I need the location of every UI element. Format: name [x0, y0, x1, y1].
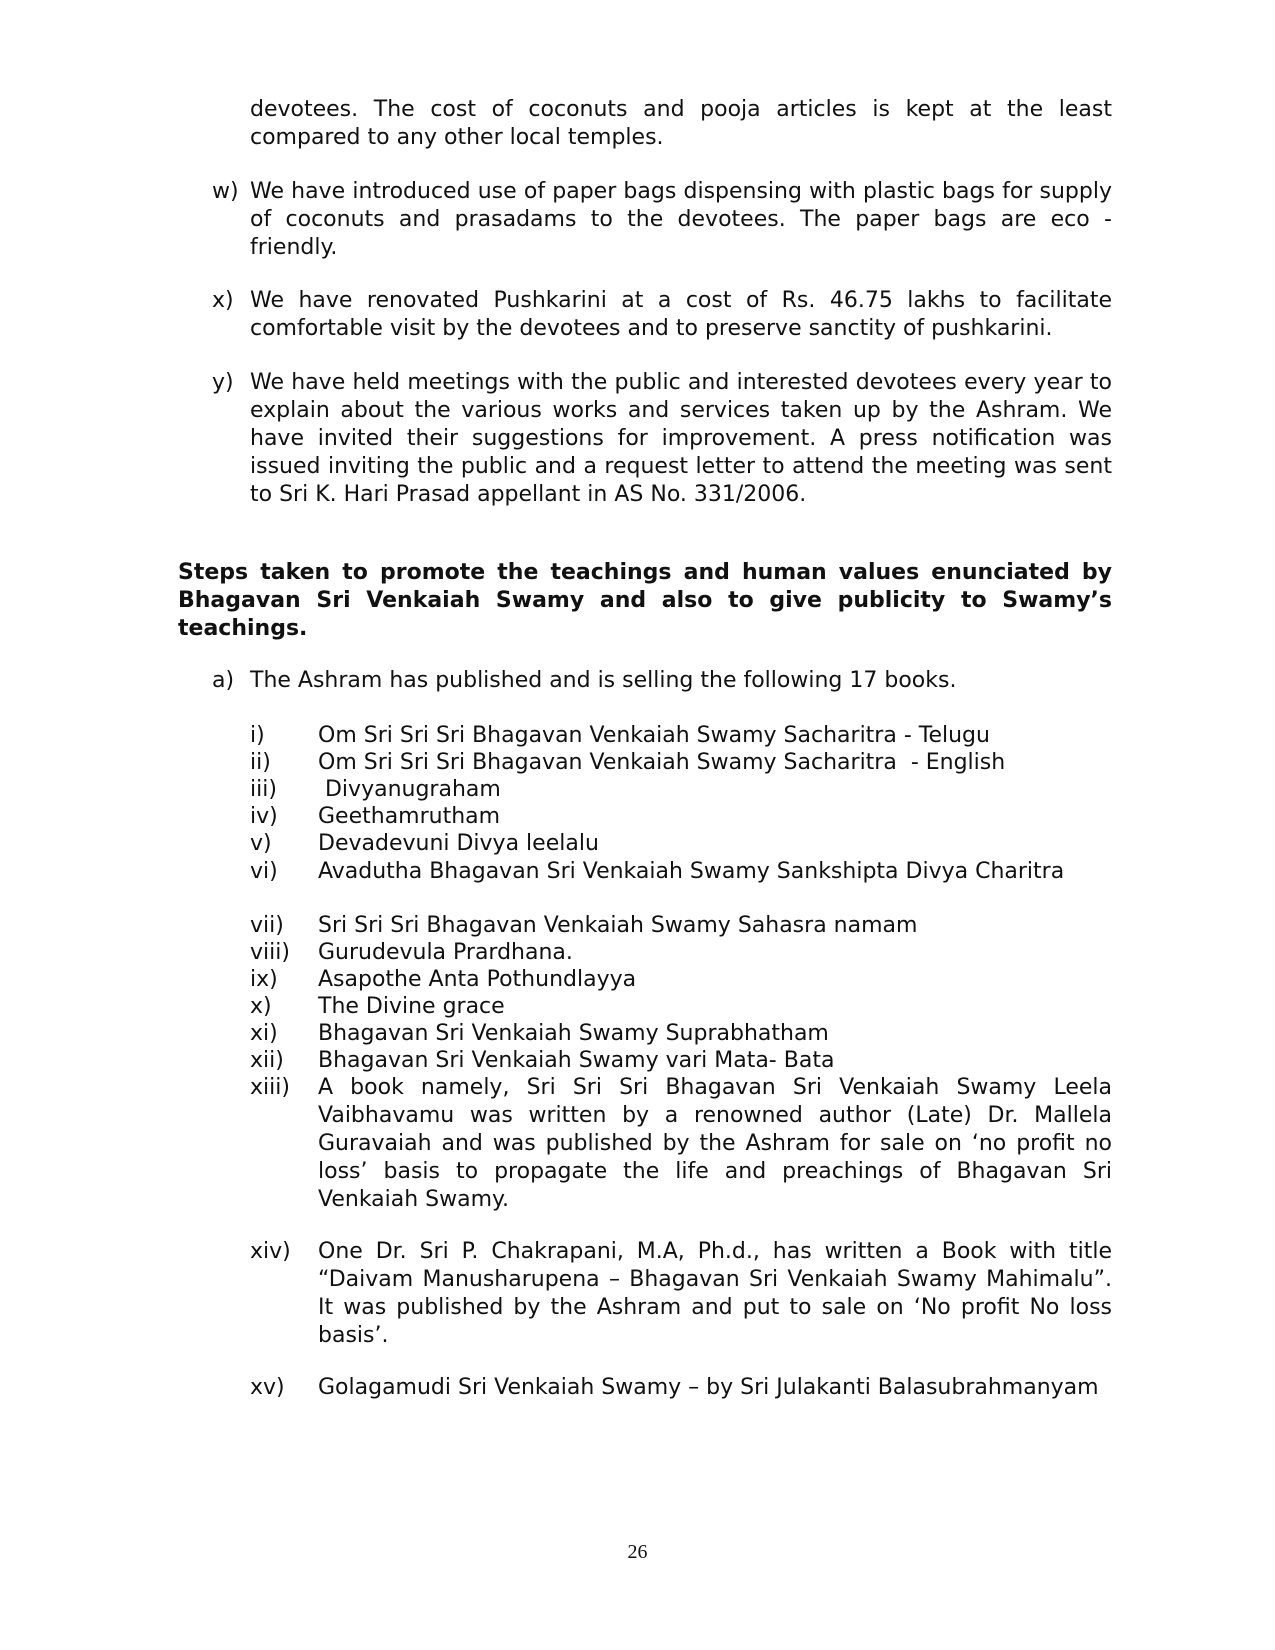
item-marker: a): [212, 668, 235, 693]
book-title: One Dr. Sri P. Chakrapani, M.A, Ph.d., has written a Book with title “Daivam Manusharupena – Bhagavan Sri Venkaiah Swamy Mahimalu”. It was published by the Ashram and put to sale on ‘No profit No loss basis’.: [318, 1239, 1112, 1348]
list-item-a: [212, 667, 1112, 695]
book-number: ii): [250, 750, 271, 775]
list-item-x: [212, 287, 1112, 343]
book-title: Gurudevula Prardhana.: [318, 940, 573, 965]
book-number: xiv): [250, 1239, 291, 1264]
book-number: xiii): [250, 1075, 290, 1100]
book-item-vi: [250, 858, 1112, 886]
book-item-iv: [250, 803, 1112, 831]
book-title: Sri Sri Sri Bhagavan Venkaiah Swamy Sahasra namam: [318, 913, 918, 938]
item-text: We have renovated Pushkarini at a cost of Rs. 46.75 lakhs to facilitate comfortable visit by the devotees and to preserve sanctity of pushkarini.: [250, 288, 1112, 341]
continuation-paragraph: devotees. The cost of coconuts and pooja articles is kept at the least compared to any other local temples.: [250, 97, 1112, 150]
item-marker: y): [212, 370, 234, 395]
item-text: We have introduced use of paper bags dispensing with plastic bags for supply of coconuts and prasadams to the devotees. The paper bags are eco - friendly.: [250, 179, 1112, 260]
book-item-xi: [250, 1020, 1112, 1048]
book-item-viii: [250, 939, 1112, 967]
book-item-xv: [250, 1374, 1112, 1402]
book-number: x): [250, 994, 272, 1019]
list-item-w: [212, 178, 1112, 262]
book-number: v): [250, 831, 272, 856]
book-number: xi): [250, 1021, 278, 1046]
book-title: Devadevuni Divya leelalu: [318, 831, 599, 856]
book-number: vii): [250, 913, 284, 938]
book-number: iii): [250, 777, 277, 802]
book-title: Divyanugraham: [318, 777, 501, 802]
book-number: iv): [250, 804, 278, 829]
book-title: Avadutha Bhagavan Sri Venkaiah Swamy Sankshipta Divya Charitra: [318, 859, 1065, 884]
book-item-v: [250, 830, 1112, 858]
book-item-x: [250, 993, 1112, 1021]
list-item-y: [212, 369, 1112, 509]
item-marker: x): [212, 288, 234, 313]
item-marker: w): [212, 179, 239, 204]
book-number: i): [250, 723, 265, 748]
book-number: vi): [250, 859, 278, 884]
book-item-xiii: [250, 1074, 1112, 1214]
book-item-ix: [250, 966, 1112, 994]
book-item-iii: [250, 776, 1112, 804]
book-number: xii): [250, 1048, 284, 1073]
book-title: Asapothe Anta Pothundlayya: [318, 967, 637, 992]
book-item-i: [250, 722, 1112, 750]
book-item-xiv: [250, 1238, 1112, 1350]
book-title: Om Sri Sri Sri Bhagavan Venkaiah Swamy Sacharitra - Telugu: [318, 723, 990, 748]
book-title: Bhagavan Sri Venkaiah Swamy vari Mata- Bata: [318, 1048, 835, 1073]
item-text: We have held meetings with the public and interested devotees every year to explain about the various works and services taken up by the Ashram. We have invited their suggestions for improvement. A press notification was issued inviting the public and a request letter to attend the meeting was sent to Sri K. Hari Prasad appellant in AS No. 331/2006.: [250, 370, 1112, 507]
book-title: Bhagavan Sri Venkaiah Swamy Suprabhatham: [318, 1021, 829, 1046]
book-title: Geethamrutham: [318, 804, 501, 829]
book-title: Golagamudi Sri Venkaiah Swamy – by Sri Julakanti Balasubrahmanyam: [318, 1375, 1099, 1400]
book-number: ix): [250, 967, 278, 992]
book-number: viii): [250, 940, 290, 965]
book-number: xv): [250, 1375, 285, 1400]
book-title: The Divine grace: [318, 994, 505, 1019]
book-item-ii: [250, 749, 1112, 777]
section-heading: Steps taken to promote the teachings and human values enunciated by Bhagavan Sri Venkaiah Swamy and also to give publicity to Swamy’s teachings.: [178, 560, 1112, 641]
item-text: The Ashram has published and is selling the following 17 books.: [250, 668, 957, 693]
book-title: Om Sri Sri Sri Bhagavan Venkaiah Swamy Sacharitra - English: [318, 750, 1006, 775]
book-item-xii: [250, 1047, 1112, 1075]
book-item-vii: [250, 912, 1112, 940]
book-title: A book namely, Sri Sri Sri Bhagavan Sri Venkaiah Swamy Leela Vaibhavamu was written by a renowned author (Late) Dr. Mallela Guravaiah and was published by the Ashram for sale on ‘no profit no loss’ basis to propagate the life and preachings of Bhagavan Sri Venkaiah Swamy.: [318, 1075, 1112, 1212]
page-number: 26: [627, 1541, 648, 1563]
